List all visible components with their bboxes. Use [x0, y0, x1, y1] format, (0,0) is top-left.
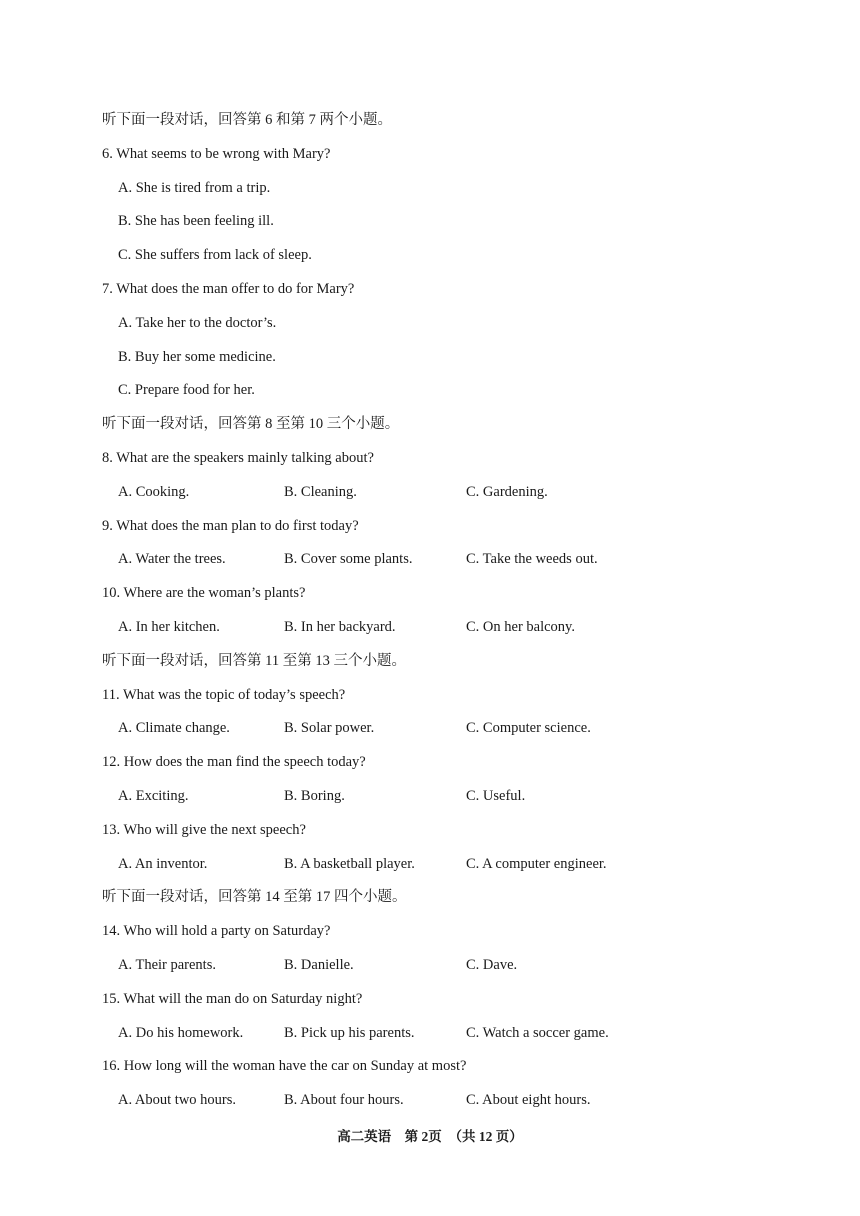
answer-option: C. Gardening. [466, 483, 548, 500]
answer-option: C. Useful. [466, 787, 526, 804]
answer-option: A. Climate change. [118, 720, 230, 737]
options-row [102, 617, 782, 651]
question-text: 11. What was the topic of today’s speech? [102, 686, 346, 703]
answer-option: C. A computer engineer. [466, 855, 607, 872]
page-footer: 高二英语 第 2页 （共 12 页） [337, 1129, 523, 1144]
options-row [102, 1023, 782, 1057]
question-text: 6. What seems to be wrong with Mary? [102, 145, 331, 162]
question-text: 10. Where are the woman’s plants? [102, 585, 306, 602]
answer-option: A. Their parents. [118, 956, 216, 973]
options-row [102, 854, 782, 888]
listening-section [102, 110, 782, 1124]
options-row [102, 1090, 782, 1124]
answer-option: C. Prepare food for her. [118, 382, 255, 399]
answer-option: B. Boring. [284, 787, 345, 804]
question-text: 15. What will the man do on Saturday night? [102, 990, 363, 1007]
question-text: 14. Who will hold a party on Saturday? [102, 923, 331, 940]
answer-option: C. She suffers from lack of sleep. [118, 247, 312, 264]
answer-option: A. Do his homework. [118, 1024, 244, 1041]
options-row [102, 786, 782, 820]
answer-option: A. She is tired from a trip. [118, 179, 271, 196]
section-instruction: 听下面一段对话，回答第 14 至第 17 四个小题。 [102, 889, 407, 906]
answer-option: B. Solar power. [284, 720, 375, 737]
answer-option: A. An inventor. [118, 855, 208, 872]
answer-option: A. Water the trees. [118, 551, 226, 568]
answer-option: A. Take her to the doctor’s. [118, 314, 277, 331]
question-text: 8. What are the speakers mainly talking about? [102, 449, 374, 466]
answer-option: B. Cover some plants. [284, 551, 413, 568]
answer-option: A. Cooking. [118, 483, 190, 500]
answer-option: B. She has been feeling ill. [118, 213, 274, 230]
question-text: 12. How does the man find the speech today? [102, 754, 366, 771]
options-row [102, 482, 782, 516]
answer-option: C. About eight hours. [466, 1092, 591, 1109]
question-text: 13. Who will give the next speech? [102, 821, 306, 838]
answer-option: C. Dave. [466, 956, 518, 973]
question-text: 16. How long will the woman have the car on Sunday at most? [102, 1058, 467, 1075]
answer-option: C. Computer science. [466, 720, 591, 737]
options-row [102, 549, 782, 583]
section-instruction: 听下面一段对话，回答第 6 和第 7 两个小题。 [102, 112, 392, 128]
answer-option: B. About four hours. [284, 1092, 404, 1109]
question-text: 7. What does the man offer to do for Mary? [102, 280, 355, 297]
answer-option: B. Pick up his parents. [284, 1024, 415, 1041]
options-row [102, 955, 782, 989]
section-instruction: 听下面一段对话，回答第 8 至第 10 三个小题。 [102, 416, 400, 433]
answer-option: A. Exciting. [118, 787, 189, 804]
answer-option: C. Watch a soccer game. [466, 1024, 609, 1041]
answer-option: C. On her balcony. [466, 618, 575, 635]
question-text: 9. What does the man plan to do first today? [102, 517, 359, 534]
answer-option: C. Take the weeds out. [466, 551, 598, 568]
answer-option: B. Buy her some medicine. [118, 348, 276, 365]
answer-option: B. Cleaning. [284, 483, 357, 500]
section-instruction: 听下面一段对话，回答第 11 至第 13 三个小题。 [102, 652, 406, 669]
answer-option: A. In her kitchen. [118, 618, 220, 635]
options-row [102, 718, 782, 752]
answer-option: B. In her backyard. [284, 618, 396, 635]
answer-option: A. About two hours. [118, 1092, 237, 1109]
answer-option: B. Danielle. [284, 956, 354, 973]
answer-option: B. A basketball player. [284, 855, 415, 872]
